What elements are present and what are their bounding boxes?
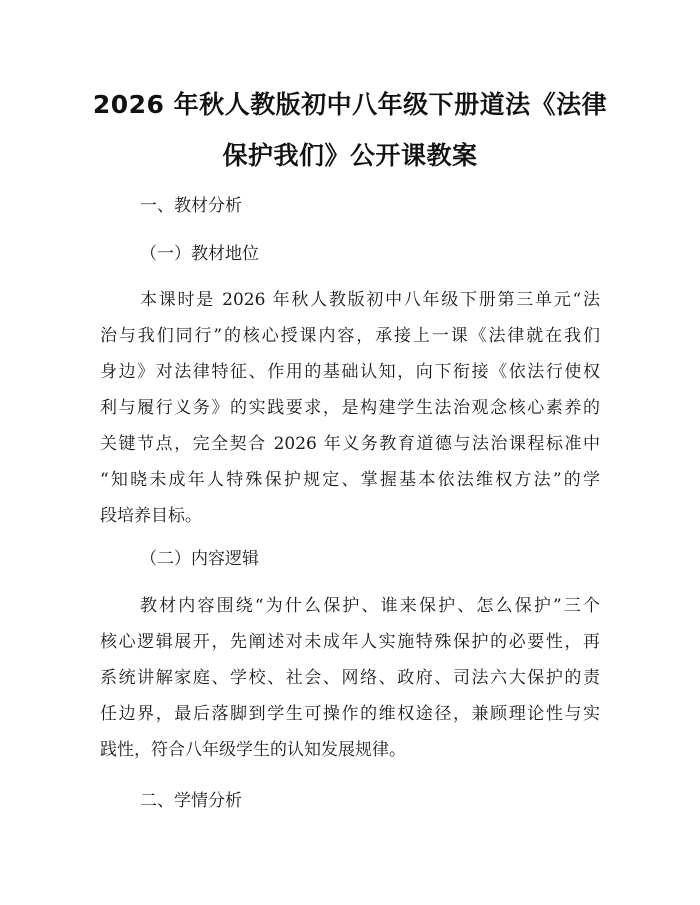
paragraph-line: 本课时是 2026 年秋人教版初中八年级下册第三单元“法: [140, 290, 600, 310]
paragraph-line: 系统讲解家庭、学校、社会、网络、政府、司法六大保护的责: [100, 668, 600, 688]
paragraph-line: “知晓未成年人特殊保护规定、掌握基本依法维权方法”的学: [100, 470, 600, 490]
subsection-heading-content-logic: （二）内容逻辑: [140, 549, 259, 569]
paragraph-line: 身边》对法律特征、作用的基础认知，向下衔接《依法行使权: [100, 362, 600, 382]
section-heading-learner-analysis: 二、学情分析: [140, 791, 242, 811]
paragraph-line: 段培养目标。: [100, 506, 202, 526]
paragraph-line: 教材内容围绕“为什么保护、谁来保护、怎么保护”三个: [140, 596, 600, 616]
document-title-line-2: 保护我们》公开课教案: [222, 141, 478, 170]
section-heading-textbook-analysis: 一、教材分析: [140, 196, 242, 216]
paragraph-textbook-position: [100, 282, 600, 534]
paragraph-line: 治与我们同行”的核心授课内容，承接上一课《法律就在我们: [100, 326, 600, 346]
paragraph-line: 践性，符合八年级学生的认知发展规律。: [100, 740, 406, 760]
document-title-line-1: 2026 年秋人教版初中八年级下册道法《法律: [92, 90, 608, 119]
paragraph-content-logic: [100, 588, 600, 768]
paragraph-line: 核心逻辑展开，先阐述对未成年人实施特殊保护的必要性，再: [100, 632, 600, 652]
subsection-heading-textbook-position: （一）教材地位: [140, 244, 259, 264]
paragraph-line: 利与履行义务》的实践要求，是构建学生法治观念核心素养的: [100, 398, 600, 418]
paragraph-line: 关键节点，完全契合 2026 年义务教育道德与法治课程标准中: [100, 434, 600, 454]
paragraph-line: 任边界，最后落脚到学生可操作的维权途径，兼顾理论性与实: [100, 704, 600, 724]
